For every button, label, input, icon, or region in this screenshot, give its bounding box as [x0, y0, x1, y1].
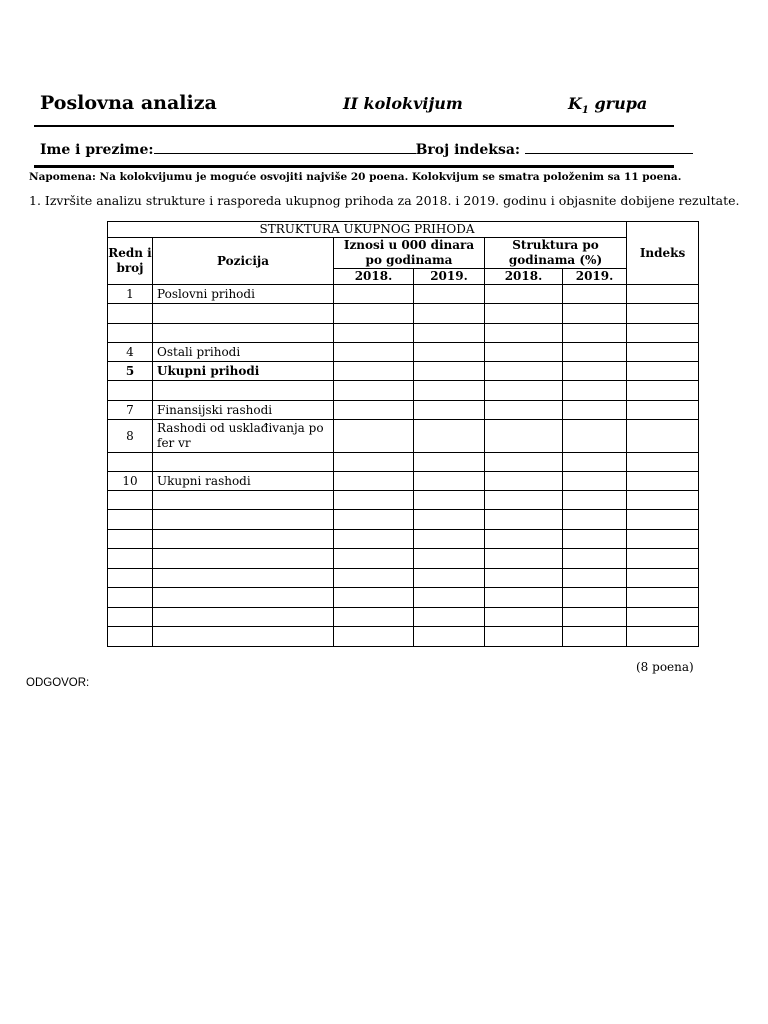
row-position-label: [153, 549, 334, 569]
row-number: [108, 381, 153, 401]
row-position-label: [153, 381, 334, 401]
header-year-2019-amount: 2019.: [414, 269, 485, 285]
table-row: [108, 343, 699, 362]
row-number: 8: [108, 420, 153, 453]
index-label: Broj indeksa:: [415, 142, 521, 158]
share-2019-cell[interactable]: [563, 588, 627, 608]
index-cell[interactable]: [627, 472, 699, 491]
name-label: Ime i prezime:: [40, 142, 154, 158]
index-cell[interactable]: [627, 420, 699, 453]
share-2019-cell[interactable]: [563, 401, 627, 420]
share-2018-cell[interactable]: [485, 491, 563, 510]
row-number: [108, 453, 153, 472]
row-number: [108, 588, 153, 608]
index-cell[interactable]: [627, 401, 699, 420]
index-cell[interactable]: [627, 324, 699, 343]
row-number: [108, 304, 153, 324]
table-row: [108, 304, 699, 324]
table-row: [108, 401, 699, 420]
table-row: [108, 491, 699, 510]
share-2018-cell[interactable]: [485, 343, 563, 362]
index-cell[interactable]: [627, 304, 699, 324]
amount-2019-cell[interactable]: [414, 530, 485, 549]
row-position-label: [153, 453, 334, 472]
row-position-label: [153, 569, 334, 588]
header-year-2018-amount: 2018.: [334, 269, 414, 285]
header-iznosi: Iznosi u 000 dinara po godinama: [334, 238, 485, 269]
amount-2019-cell[interactable]: [414, 304, 485, 324]
amount-2019-cell[interactable]: [414, 510, 485, 530]
amount-2018-cell[interactable]: [334, 304, 414, 324]
student-info-divider: [34, 165, 674, 168]
share-2018-cell[interactable]: [485, 285, 563, 304]
row-number: [108, 530, 153, 549]
amount-2019-cell[interactable]: [414, 453, 485, 472]
index-cell[interactable]: [627, 549, 699, 569]
header-year-2018-share: 2018.: [485, 269, 563, 285]
amount-2018-cell[interactable]: [334, 569, 414, 588]
amount-2018-cell[interactable]: [334, 401, 414, 420]
exam-label: II kolokvijum: [343, 94, 463, 113]
index-cell[interactable]: [627, 627, 699, 647]
row-number: 1: [108, 285, 153, 304]
header-indeks: Indeks: [627, 222, 699, 285]
share-2018-cell[interactable]: [485, 588, 563, 608]
table-row: [108, 453, 699, 472]
document-title: Poslovna analiza: [40, 92, 217, 114]
row-position-label: [153, 608, 334, 627]
share-2018-cell[interactable]: [485, 530, 563, 549]
share-2019-cell[interactable]: [563, 472, 627, 491]
points-label: (8 poena): [636, 660, 694, 674]
name-field[interactable]: [154, 141, 416, 154]
index-cell[interactable]: [627, 588, 699, 608]
index-cell[interactable]: [627, 285, 699, 304]
table-row: [108, 608, 699, 627]
row-position-label: [153, 530, 334, 549]
share-2018-cell[interactable]: [485, 401, 563, 420]
share-2019-cell[interactable]: [563, 627, 627, 647]
table-row: [108, 324, 699, 343]
share-2019-cell[interactable]: [563, 362, 627, 381]
table-row: [108, 588, 699, 608]
row-position-label: [153, 588, 334, 608]
header-struktura: Struktura po godinama (%): [485, 238, 627, 269]
amount-2018-cell[interactable]: [334, 285, 414, 304]
row-position-label: [153, 324, 334, 343]
row-position-label: [153, 491, 334, 510]
amount-2018-cell[interactable]: [334, 530, 414, 549]
table-caption: STRUKTURA UKUPNOG PRIHODA: [108, 222, 627, 238]
row-position-label: Ostali prihodi: [153, 343, 334, 362]
share-2018-cell[interactable]: [485, 627, 563, 647]
share-2019-cell[interactable]: [563, 608, 627, 627]
header-year-2019-share: 2019.: [563, 269, 627, 285]
share-2018-cell[interactable]: [485, 472, 563, 491]
group-label: [568, 94, 647, 116]
share-2019-cell[interactable]: [563, 549, 627, 569]
share-2019-cell[interactable]: [563, 491, 627, 510]
share-2019-cell[interactable]: [563, 420, 627, 453]
row-number: [108, 608, 153, 627]
amount-2019-cell[interactable]: [414, 549, 485, 569]
share-2019-cell[interactable]: [563, 510, 627, 530]
share-2018-cell[interactable]: [485, 420, 563, 453]
share-2018-cell[interactable]: [485, 608, 563, 627]
amount-2018-cell[interactable]: [334, 510, 414, 530]
amount-2019-cell[interactable]: [414, 627, 485, 647]
table-row: [108, 420, 699, 453]
row-position-label: Ukupni prihodi: [153, 362, 334, 381]
row-number: 5: [108, 362, 153, 381]
document-header: [40, 92, 674, 118]
index-cell[interactable]: [627, 530, 699, 549]
row-number: [108, 549, 153, 569]
share-2019-cell[interactable]: [563, 453, 627, 472]
table-row: [108, 381, 699, 401]
index-cell[interactable]: [627, 343, 699, 362]
amount-2019-cell[interactable]: [414, 420, 485, 453]
income-structure-table: [107, 221, 699, 647]
share-2018-cell[interactable]: [485, 510, 563, 530]
answer-label: ODGOVOR:: [26, 677, 90, 689]
share-2018-cell[interactable]: [485, 549, 563, 569]
header-redni-broj: Redn i broj: [108, 238, 153, 285]
amount-2019-cell[interactable]: [414, 472, 485, 491]
table-row: [108, 569, 699, 588]
row-position-label: [153, 510, 334, 530]
index-cell[interactable]: [627, 453, 699, 472]
amount-2019-cell[interactable]: [414, 491, 485, 510]
amount-2019-cell[interactable]: [414, 362, 485, 381]
table-row: [108, 362, 699, 381]
table-row: [108, 627, 699, 647]
header-divider: [34, 125, 674, 127]
amount-2018-cell[interactable]: [334, 491, 414, 510]
table-row: [108, 530, 699, 549]
amount-2019-cell[interactable]: [414, 569, 485, 588]
table-row: [108, 285, 699, 304]
amount-2019-cell[interactable]: [414, 381, 485, 401]
row-number: [108, 627, 153, 647]
group-word: grupa: [594, 94, 648, 113]
share-2018-cell[interactable]: [485, 362, 563, 381]
row-number: 4: [108, 343, 153, 362]
share-2018-cell[interactable]: [485, 569, 563, 588]
share-2019-cell[interactable]: [563, 381, 627, 401]
index-cell[interactable]: [627, 569, 699, 588]
group-number: 1: [581, 105, 589, 117]
amount-2018-cell[interactable]: [334, 381, 414, 401]
share-2019-cell[interactable]: [563, 343, 627, 362]
header-pozicija: Pozicija: [153, 238, 334, 285]
amount-2018-cell[interactable]: [334, 608, 414, 627]
amount-2019-cell[interactable]: [414, 401, 485, 420]
share-2018-cell[interactable]: [485, 304, 563, 324]
row-number: 10: [108, 472, 153, 491]
share-2019-cell[interactable]: [563, 530, 627, 549]
amount-2019-cell[interactable]: [414, 324, 485, 343]
row-position-label: Poslovni prihodi: [153, 285, 334, 304]
amount-2018-cell[interactable]: [334, 343, 414, 362]
index-cell[interactable]: [627, 608, 699, 627]
amount-2018-cell[interactable]: [334, 420, 414, 453]
row-number: [108, 569, 153, 588]
row-position-label: Ukupni rashodi: [153, 472, 334, 491]
amount-2019-cell[interactable]: [414, 588, 485, 608]
student-info-line: [40, 141, 670, 158]
share-2018-cell[interactable]: [485, 324, 563, 343]
row-number: [108, 324, 153, 343]
exam-note: Napomena: Na kolokvijumu je moguće osvojiti najviše 20 poena. Kolokvijum se smatra položenim sa 11 poena.: [29, 171, 682, 183]
group-letter: K: [568, 94, 582, 113]
share-2019-cell[interactable]: [563, 285, 627, 304]
share-2019-cell[interactable]: [563, 569, 627, 588]
amount-2018-cell[interactable]: [334, 472, 414, 491]
share-2019-cell[interactable]: [563, 324, 627, 343]
amount-2018-cell[interactable]: [334, 549, 414, 569]
amount-2019-cell[interactable]: [414, 343, 485, 362]
share-2019-cell[interactable]: [563, 304, 627, 324]
row-number: 7: [108, 401, 153, 420]
amount-2018-cell[interactable]: [334, 362, 414, 381]
row-number: [108, 510, 153, 530]
amount-2018-cell[interactable]: [334, 324, 414, 343]
row-position-label: [153, 304, 334, 324]
amount-2018-cell[interactable]: [334, 627, 414, 647]
row-position-label: Finansijski rashodi: [153, 401, 334, 420]
index-cell[interactable]: [627, 362, 699, 381]
task-text: 1. Izvršite analizu strukture i rasporeda ukupnog prihoda za 2018. i 2019. godinu i objasnite dobijene rezultate.: [29, 193, 740, 208]
amount-2019-cell[interactable]: [414, 285, 485, 304]
table-row: [108, 472, 699, 491]
index-cell[interactable]: [627, 491, 699, 510]
row-position-label: [153, 627, 334, 647]
row-position-label: Rashodi od usklađivanja po fer vr: [153, 420, 334, 453]
row-number: [108, 491, 153, 510]
amount-2019-cell[interactable]: [414, 608, 485, 627]
index-cell[interactable]: [627, 510, 699, 530]
index-field[interactable]: [525, 141, 693, 154]
share-2018-cell[interactable]: [485, 381, 563, 401]
amount-2018-cell[interactable]: [334, 453, 414, 472]
table-row: [108, 549, 699, 569]
share-2018-cell[interactable]: [485, 453, 563, 472]
index-cell[interactable]: [627, 381, 699, 401]
table-row: [108, 510, 699, 530]
amount-2018-cell[interactable]: [334, 588, 414, 608]
